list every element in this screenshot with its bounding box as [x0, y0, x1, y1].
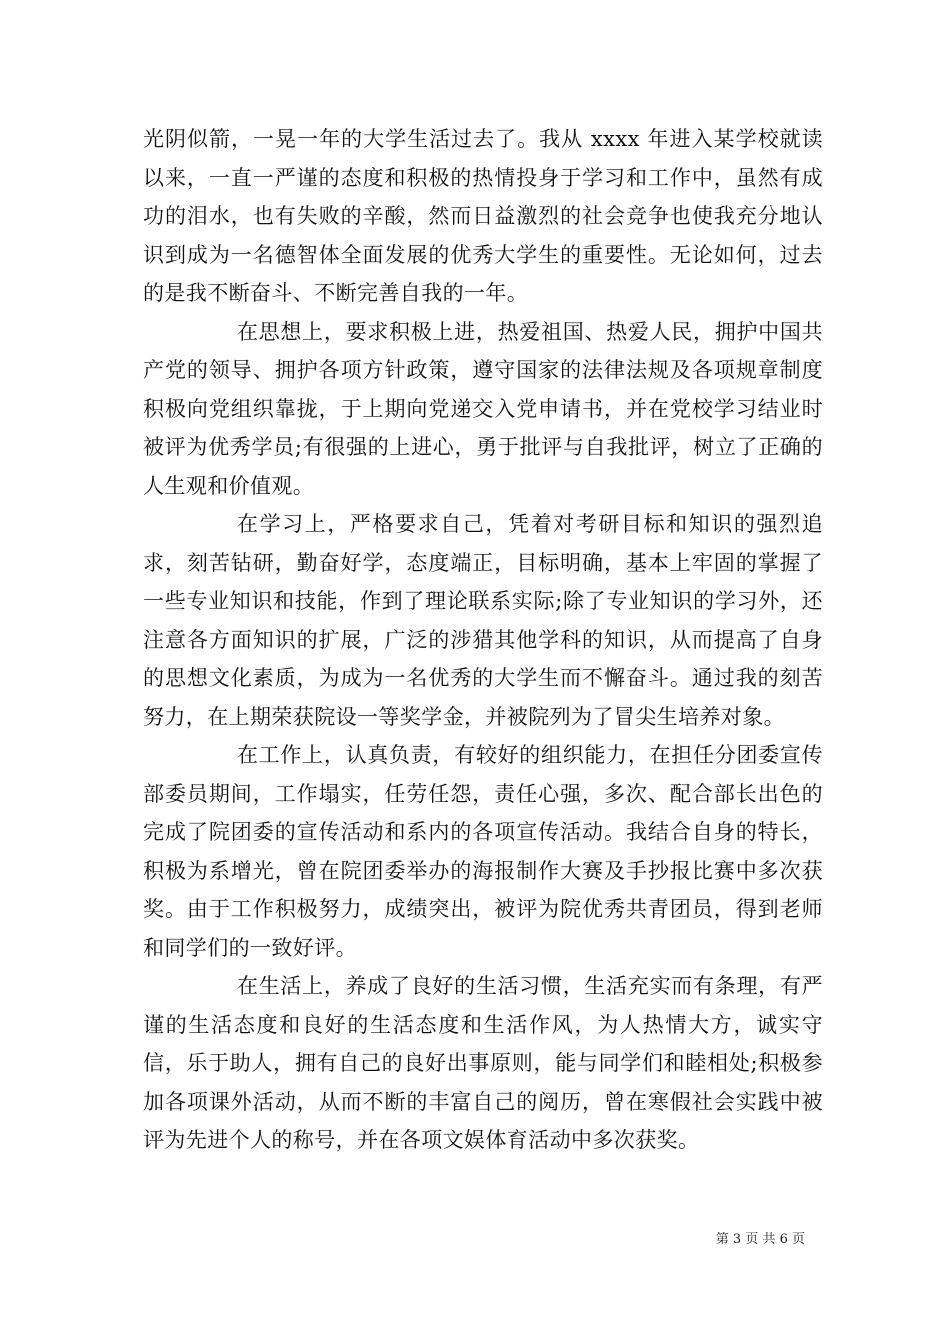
intro-paragraph: 光阴似箭，一晃一年的大学生活过去了。我从 xxxx 年进入某学校就读以来，一直一严谨的态度和积极的热情投身于学习和工作中，虽然有成功的泪水，也有失败的辛酸，然而日益激烈的社会竞争也使我充分地认识到成为一名德智体全面发展的优秀大学生的重要性。无论如何，过去的是我不断奋斗、不断完善自我的一年。	[143, 127, 823, 305]
study-paragraph: 在学习上，严格要求自己，凭着对考研目标和知识的强烈追求，刻苦钻研，勤奋好学，态度端正，目标明确，基本上牢固的掌握了一些专业知识和技能，作到了理论联系实际;除了专业知识的学习外，还注意各方面知识的扩展，广泛的涉猎其他学科的知识，从而提高了自身的思想文化素质，为成为一名优秀的大学生而不懈奋斗。通过我的刻苦努力，在上期荣获院设一等奖学金，并被院列为了冒尖生培养对象。	[143, 512, 823, 729]
work-paragraph: 在工作上，认真负责，有较好的组织能力，在担任分团委宣传部委员期间，工作塌实，任劳任怨，责任心强，多次、配合部长出色的完成了院团委的宣传活动和系内的各项宣传活动。我结合自身的特长，积极为系增光，曾在院团委举办的海报制作大赛及手抄报比赛中多次获奖。由于工作积极努力，成绩突出，被评为院优秀共青团员，得到老师和同学们的一致好评。	[143, 743, 823, 960]
page-number-footer: 第 3 页 共 6 页	[715, 1232, 805, 1247]
ideology-paragraph: 在思想上，要求积极上进，热爱祖国、热爱人民，拥护中国共产党的领导、拥护各项方针政策，遵守国家的法律法规及各项规章制度积极向党组织靠拢，于上期向党递交入党申请书，并在党校学习结业时被评为优秀学员;有很强的上进心，勇于批评与自我批评，树立了正确的人生观和价值观。	[143, 319, 823, 498]
life-paragraph: 在生活上，养成了良好的生活习惯，生活充实而有条理，有严谨的生活态度和良好的生活态度和生活作风，为人热情大方，诚实守信，乐于助人，拥有自己的良好出事原则，能与同学们和睦相处;积极参加各项课外活动，从而不断的丰富自己的阅历，曾在寒假社会实践中被评为先进个人的称号，并在各项文娱体育活动中多次获奖。	[143, 974, 823, 1152]
document-body	[143, 120, 823, 1160]
